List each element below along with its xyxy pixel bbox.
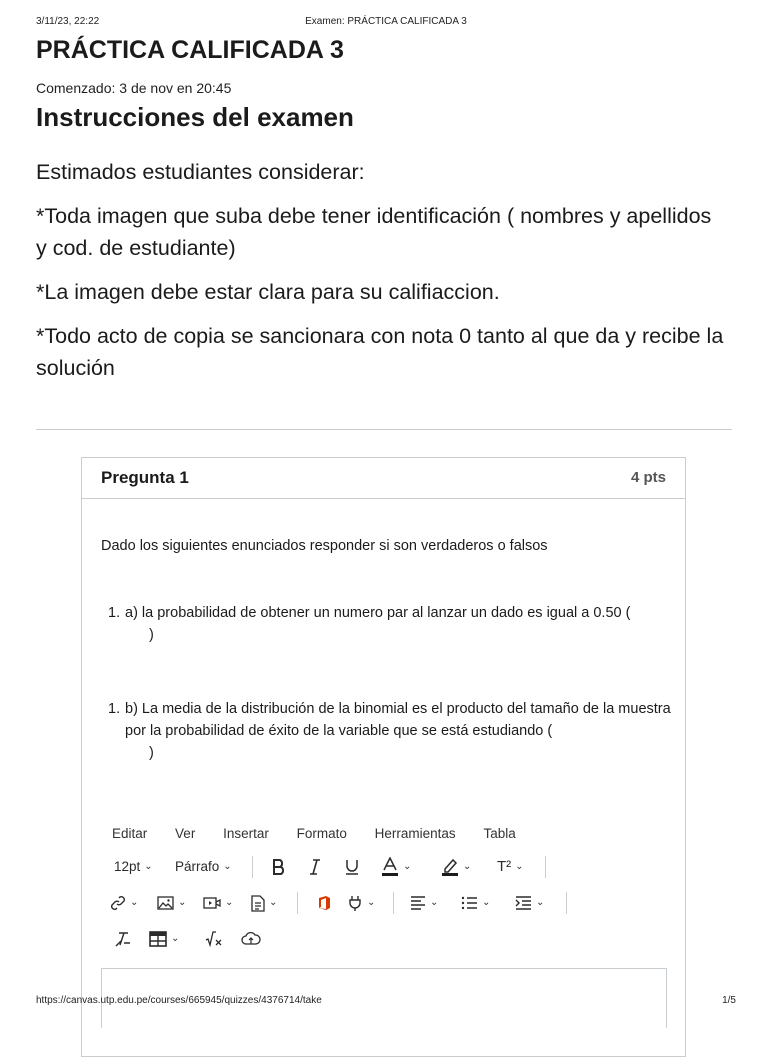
font-size-value: 12pt bbox=[114, 859, 141, 874]
chevron-down-icon: ⌄ bbox=[269, 897, 278, 908]
chevron-down-icon: ⌄ bbox=[130, 897, 139, 908]
text-color-icon bbox=[381, 857, 399, 877]
image-button[interactable] bbox=[157, 888, 186, 918]
superscript-icon: T² bbox=[497, 858, 512, 875]
print-header bbox=[36, 16, 736, 30]
toolbar-separator bbox=[566, 892, 567, 914]
list-icon bbox=[461, 896, 478, 910]
toolbar-separator bbox=[545, 856, 546, 878]
statement-a: a) la probabilidad de obtener un numero par al lanzar un dado es igual a 0.50 ( bbox=[125, 605, 631, 621]
office-button[interactable] bbox=[317, 888, 331, 918]
chevron-down-icon: ⌄ bbox=[515, 861, 524, 872]
indent-button[interactable] bbox=[515, 888, 544, 918]
toolbar-separator bbox=[393, 892, 394, 914]
menu-ver[interactable]: Ver bbox=[175, 826, 196, 841]
underline-icon bbox=[344, 858, 360, 876]
chevron-down-icon: ⌄ bbox=[144, 861, 153, 872]
table-button[interactable] bbox=[149, 924, 179, 954]
chevron-down-icon: ⌄ bbox=[403, 861, 412, 872]
image-icon bbox=[157, 895, 174, 911]
align-icon bbox=[410, 896, 426, 910]
cloud-button[interactable] bbox=[241, 924, 261, 954]
instruction-line: *La imagen debe estar clara para su califiaccion. bbox=[36, 280, 500, 304]
clear-format-button[interactable] bbox=[115, 924, 131, 954]
equation-button[interactable] bbox=[205, 924, 223, 954]
list-button[interactable] bbox=[461, 888, 490, 918]
list-number: 1. bbox=[108, 605, 121, 621]
chevron-down-icon: ⌄ bbox=[171, 933, 180, 944]
text-color-button[interactable] bbox=[381, 852, 411, 882]
menu-tabla[interactable]: Tabla bbox=[483, 826, 516, 841]
question-card bbox=[81, 457, 686, 1057]
table-icon bbox=[149, 931, 167, 947]
instruction-line: *Toda imagen que suba debe tener identificación ( nombres y apellidos y cod. de estudiante) bbox=[36, 204, 712, 260]
question-body bbox=[101, 538, 671, 764]
bold-button[interactable] bbox=[270, 852, 288, 882]
link-button[interactable] bbox=[110, 888, 138, 918]
toolbar-row-1 bbox=[101, 852, 667, 888]
list-item bbox=[101, 602, 671, 646]
chevron-down-icon: ⌄ bbox=[482, 897, 491, 908]
statement-b-close: ) bbox=[149, 745, 154, 761]
rich-text-editor bbox=[101, 826, 667, 960]
block-format-select[interactable] bbox=[175, 852, 232, 882]
instruction-line: Estimados estudiantes considerar: bbox=[36, 160, 365, 184]
indent-icon bbox=[515, 896, 532, 910]
plugin-button[interactable] bbox=[347, 888, 375, 918]
question-points: 4 pts bbox=[630, 469, 666, 486]
underline-button[interactable] bbox=[344, 852, 360, 882]
editor-menubar bbox=[101, 826, 667, 852]
instruction-line: *Todo acto de copia se sancionara con nota 0 tanto al que da y recibe la solución bbox=[36, 324, 724, 380]
question-title: Pregunta 1 bbox=[101, 468, 189, 487]
print-title: Examen: PRÁCTICA CALIFICADA 3 bbox=[305, 16, 467, 27]
statement-a-close: ) bbox=[149, 627, 154, 643]
font-size-select[interactable] bbox=[114, 852, 153, 882]
document-button[interactable] bbox=[251, 888, 277, 918]
statement-b: b) La media de la distribución de la binomial es el producto del tamaño de la muestra por la probabilidad de éxito de la variable que se está estudiando ( bbox=[125, 701, 671, 739]
media-icon bbox=[203, 895, 221, 911]
toolbar-row-2 bbox=[101, 888, 667, 924]
highlight-icon bbox=[441, 857, 459, 877]
link-icon bbox=[110, 895, 126, 911]
started-timestamp: Comenzado: 3 de nov en 20:45 bbox=[36, 80, 232, 96]
align-button[interactable] bbox=[410, 888, 438, 918]
quiz-title: PRÁCTICA CALIFICADA 3 bbox=[36, 36, 344, 64]
question-list-b bbox=[101, 698, 671, 764]
menu-insertar[interactable]: Insertar bbox=[223, 826, 269, 841]
toolbar-row-3 bbox=[101, 924, 667, 960]
bold-icon bbox=[270, 858, 288, 876]
page-number: 1/5 bbox=[722, 995, 736, 1006]
instructions-heading: Instrucciones del examen bbox=[36, 102, 354, 132]
question-intro: Dado los siguientes enunciados responder si son verdaderos o falsos bbox=[101, 538, 548, 554]
clear-format-icon bbox=[115, 931, 131, 947]
office-icon bbox=[317, 895, 331, 911]
chevron-down-icon: ⌄ bbox=[225, 897, 234, 908]
chevron-down-icon: ⌄ bbox=[463, 861, 472, 872]
equation-icon bbox=[205, 931, 223, 947]
italic-icon bbox=[307, 858, 323, 876]
chevron-down-icon: ⌄ bbox=[223, 861, 232, 872]
chevron-down-icon: ⌄ bbox=[178, 897, 187, 908]
menu-editar[interactable]: Editar bbox=[112, 826, 148, 841]
media-button[interactable] bbox=[203, 888, 233, 918]
italic-button[interactable] bbox=[307, 852, 323, 882]
menu-formato[interactable]: Formato bbox=[296, 826, 347, 841]
block-format-value: Párrafo bbox=[175, 859, 220, 874]
print-footer bbox=[36, 995, 736, 1007]
menu-herramientas[interactable]: Herramientas bbox=[374, 826, 456, 841]
toolbar-separator bbox=[297, 892, 298, 914]
chevron-down-icon: ⌄ bbox=[367, 897, 376, 908]
plugin-icon bbox=[347, 895, 363, 912]
list-item bbox=[101, 698, 671, 764]
print-date: 3/11/23, 22:22 bbox=[36, 16, 100, 27]
chevron-down-icon: ⌄ bbox=[536, 897, 545, 908]
cloud-icon bbox=[241, 931, 261, 947]
document-icon bbox=[251, 895, 265, 912]
question-header bbox=[82, 458, 685, 499]
list-number: 1. bbox=[108, 701, 121, 717]
question-list-a bbox=[101, 602, 671, 646]
highlight-button[interactable] bbox=[441, 852, 471, 882]
divider bbox=[36, 429, 732, 430]
toolbar-separator bbox=[252, 856, 253, 878]
superscript-button[interactable] bbox=[497, 852, 524, 882]
print-url: https://canvas.utp.edu.pe/courses/665945/quizzes/4376714/take bbox=[36, 995, 322, 1006]
instructions-body bbox=[36, 156, 726, 396]
chevron-down-icon: ⌄ bbox=[430, 897, 439, 908]
